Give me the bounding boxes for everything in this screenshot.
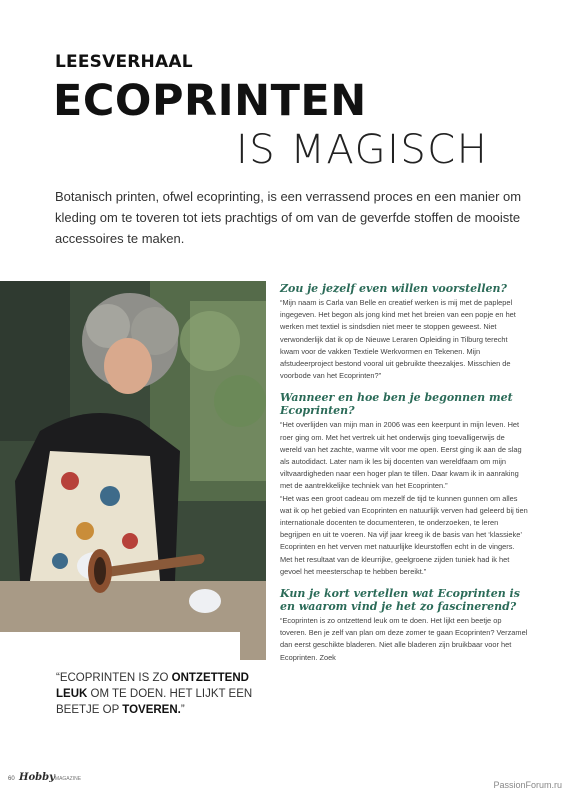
article-title-line-2: IS MAGISCH xyxy=(236,127,489,173)
article-photo xyxy=(0,281,266,660)
magazine-logo: HobbyMAGAZINE xyxy=(19,772,82,783)
section-kicker: LEESVERHAAL xyxy=(55,52,193,72)
interview-answer: “Ecoprinten is zo ontzettend leuk om te doen. Het lijkt een beetje op toveren. Ben je zelf van plan om deze zomer te gaan Ecoprinten? Verzamel dan eerst geschikte bladeren. Niet alle bladeren zijn bruikbaar voor het Ecoprinten. Zoek xyxy=(280,616,528,662)
interview-answer: “Het overlijden van mijn man in 2006 was een keerpunt in mijn leven. Het roer ging om. Met het vertrek uit het onderwijs ging toevalligerwijs de wereld van het zachte, warme vilt voor me open. Eerst ging ik aan de slag als autodidact. Later nam ik les bij docenten van wereldfaam om mijn viltvaardigheden naar een hoger plan te tillen. Daar kwam ik in aanraking met de aantrekkelijke techniek van het Ecoprinten.” xyxy=(280,420,522,491)
page-number: 60 xyxy=(8,776,15,782)
interview-answer: “Mijn naam is Carla van Belle en creatief werken is mij met de paplepel ingegeven. Het begon als jong kind met het breien van een popje en het werken met textiel is sindsdien niet meer te stoppen geweest. Niet verwonderlijk dat ik op de Nieuwe Leraren Opleiding in Tilburg terecht kwam voor de vakken Textiele Werkvormen en Tekenen. Mijn afstudeerproject bestond vooral uit gebruikte theezakjes. Misschien de voorbode van het Ecoprinten?” xyxy=(280,298,516,381)
interview-answer: “Het was een groot cadeau om mezelf de tijd te kunnen gunnen om alles wat ik op het gebied van Ecoprinten en natuurlijk verven had geleerd bij tien internationale docenten te documenteren, te onderzoeken, te leren begrijpen en uit te voeren. Na vijf jaar kreeg ik de basis van het ‘klassieke’ Ecoprinten en het verven met natuurlijke kleurstoffen echt in de vingers. Met het resultaat van de kleurrijke, geelgroene zijden tuniek had ik het gevoel het meesterschap te hebben bereikt.” xyxy=(280,493,528,576)
article-title-line-1: ECOPRINTEN xyxy=(53,76,367,126)
interview-column xyxy=(280,282,528,673)
interview-question: Kun je kort vertellen wat Ecoprinten is en waarom vind je het zo fascinerend? xyxy=(280,587,520,614)
pull-quote-emphasis: ONTZETTEND LEUK xyxy=(56,672,249,700)
pull-quote: “ECOPRINTEN IS ZO ONTZETTEND LEUK OM TE DOEN. HET LIJKT EEN BEETJE OP TOVEREN.” xyxy=(56,672,253,716)
watermark: PassionForum.ru xyxy=(493,780,562,790)
interview-question: Wanneer en hoe ben je begonnen met Ecoprinten? xyxy=(280,391,513,418)
photo-illustration xyxy=(0,281,266,660)
interview-question: Zou je jezelf even willen voorstellen? xyxy=(280,282,507,295)
pull-quote-emphasis: TOVEREN. xyxy=(122,704,181,716)
intro-paragraph: Botanisch printen, ofwel ecoprinting, is een verrassend proces en een manier om kleding om te toveren tot iets prachtigs of om van de geverfde stoffen de mooiste accessoires te maken. xyxy=(55,189,522,246)
